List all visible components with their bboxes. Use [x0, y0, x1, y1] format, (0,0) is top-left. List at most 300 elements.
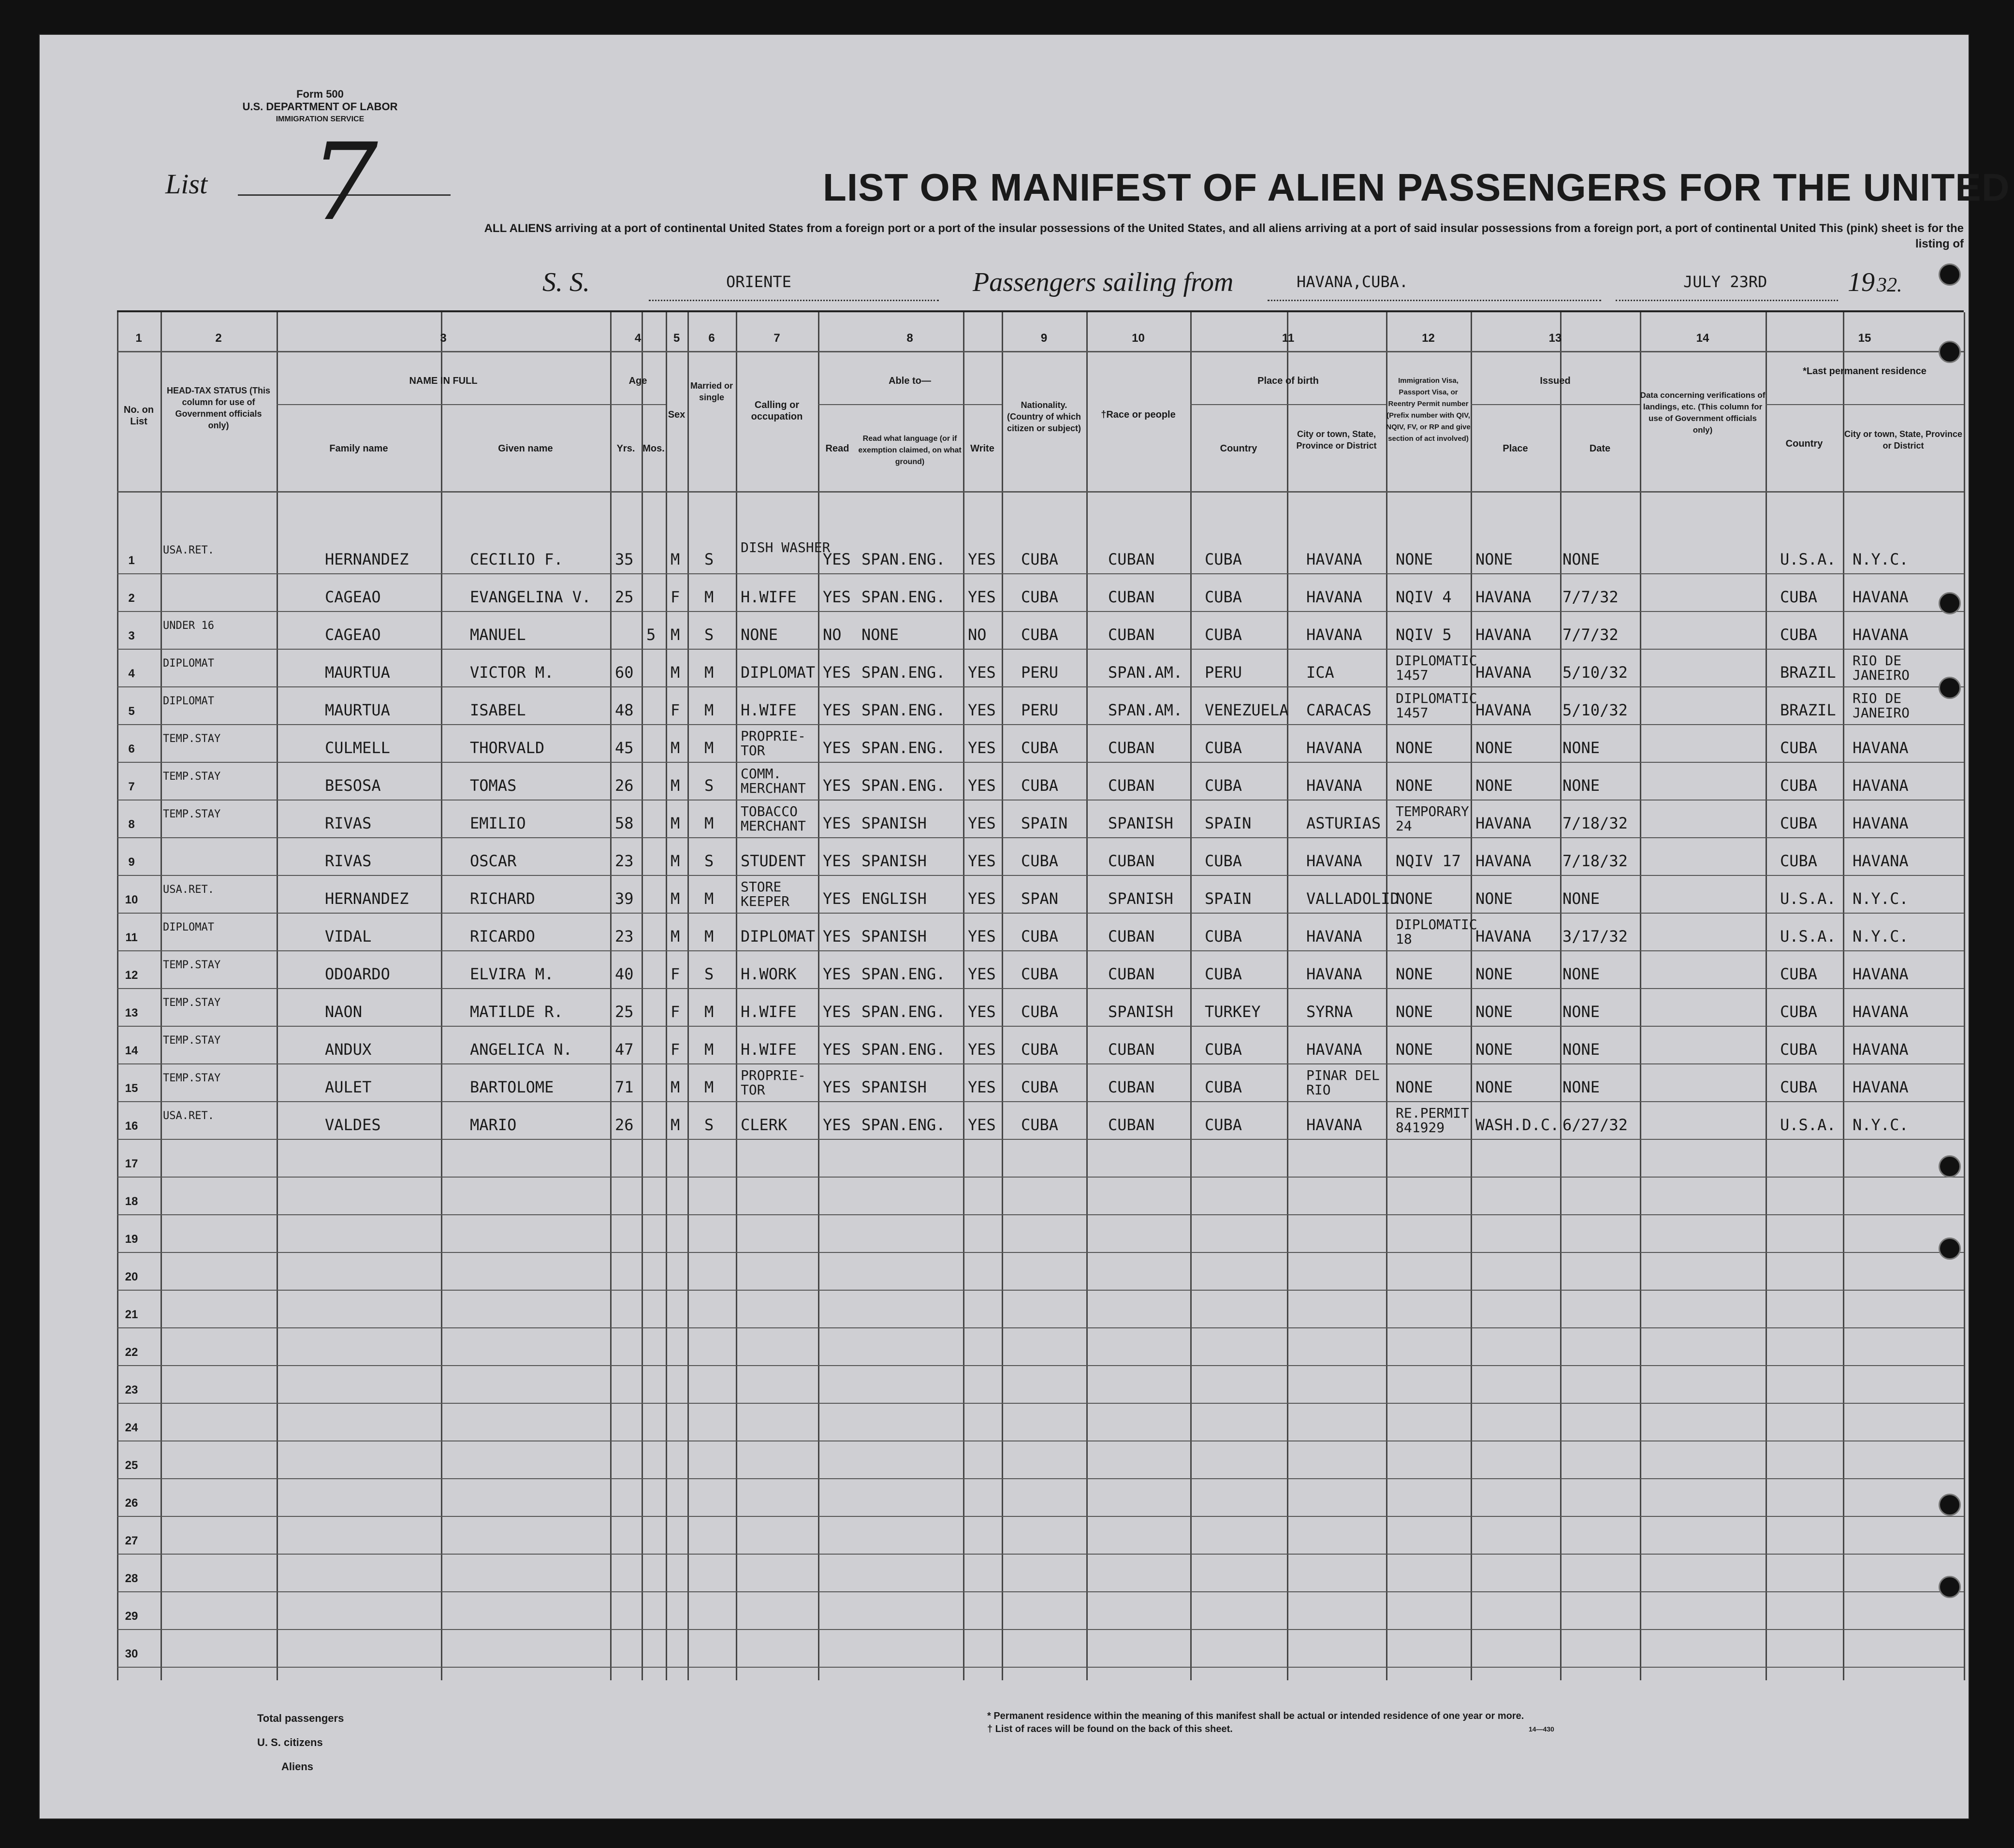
cell-can-write: YES: [968, 550, 996, 568]
cell-can-read: YES: [823, 776, 851, 795]
cell-visa-number: NONE: [1396, 550, 1433, 568]
cell-birth-country: CUBA: [1205, 550, 1242, 568]
header-nationality: Nationality. (Country of which citizen or subject): [1007, 400, 1081, 433]
row-number: 11: [125, 931, 138, 944]
cell-race: CUBAN: [1108, 776, 1155, 795]
cell-birth-city: ASTURIAS: [1306, 814, 1381, 832]
cell-age-years: 40: [615, 965, 634, 983]
cell-residence-country: CUBA: [1780, 739, 1818, 757]
header-res-country: Country: [1785, 438, 1823, 449]
header-verifications: Data concerning verifications of landings, etc. (This column for use of Government officials only): [1640, 391, 1766, 435]
cell-race: CUBAN: [1108, 1040, 1155, 1059]
cell-can-write: YES: [968, 739, 996, 757]
cell-given-name: MANUEL: [470, 626, 526, 644]
cell-can-read: YES: [823, 550, 851, 568]
cell-age-years: 25: [615, 1003, 634, 1021]
cell-issued-date: NONE: [1562, 739, 1600, 757]
department-name: U.S. DEPARTMENT OF LABOR: [242, 101, 398, 113]
row-number: 12: [125, 969, 138, 982]
header-sex: Sex: [668, 409, 686, 420]
cell-issued-date: 7/7/32: [1562, 588, 1619, 606]
year-prefix: 19: [1848, 267, 1875, 297]
cell-visa-number: NONE: [1396, 1003, 1433, 1021]
row-rule: [117, 1516, 1964, 1517]
ship-name: ORIENTE: [726, 273, 791, 291]
cell-age-years: 26: [615, 1116, 634, 1134]
header-able-to: Able to—: [889, 376, 931, 386]
cell-issued-date: NONE: [1562, 1078, 1600, 1096]
cell-can-write: YES: [968, 1078, 996, 1096]
cell-sex: M: [671, 814, 680, 832]
cell-issued-date: 3/17/32: [1562, 927, 1628, 946]
cell-nationality: CUBA: [1021, 1003, 1059, 1021]
cell-issued-date: 6/27/32: [1562, 1116, 1628, 1134]
cell-can-write: YES: [968, 1003, 996, 1021]
cell-family-name: ODOARDO: [325, 965, 390, 983]
cell-given-name: ELVIRA M.: [470, 965, 554, 983]
cell-family-name: VALDES: [325, 1116, 381, 1134]
cell-birth-country: CUBA: [1205, 852, 1242, 870]
cell-can-write: YES: [968, 852, 996, 870]
cell-birth-city: HAVANA: [1306, 965, 1362, 983]
footer-aliens-label: Aliens: [281, 1761, 314, 1773]
cell-read-language: NONE: [861, 626, 899, 644]
row-number: 17: [125, 1157, 138, 1170]
column-number: 12: [1422, 332, 1435, 345]
column-number: 11: [1282, 332, 1295, 345]
column-number: 1: [135, 332, 142, 345]
row-number: 10: [125, 893, 138, 906]
table-row: [117, 841, 1964, 879]
cell-given-name: EVANGELINA V.: [470, 588, 591, 606]
cell-issued-date: NONE: [1562, 776, 1600, 795]
cell-residence-country: U.S.A.: [1780, 1116, 1836, 1134]
cell-family-name: HERNANDEZ: [325, 889, 409, 908]
punch-hole: [1939, 592, 1961, 614]
row-number: 21: [125, 1308, 138, 1321]
ship-line: [649, 300, 939, 301]
row-rule: [117, 1554, 1964, 1555]
cell-nationality: CUBA: [1021, 550, 1059, 568]
row-rule: [117, 1478, 1964, 1479]
row-rule: [117, 1403, 1964, 1404]
row-number: 8: [128, 818, 135, 831]
cell-sex: M: [671, 927, 680, 946]
cell-residence-city: N.Y.C.: [1853, 1116, 1909, 1134]
header-birth-country: Country: [1220, 443, 1257, 454]
cell-sex: M: [671, 776, 680, 795]
footer-total-label: Total passengers: [257, 1712, 344, 1724]
cell-head-tax-status: USA.RET.: [163, 884, 214, 896]
header-calling: Calling or occupation: [751, 400, 803, 422]
cell-residence-country: CUBA: [1780, 776, 1818, 795]
header-place-of-birth: Place of birth: [1257, 376, 1319, 386]
port-line: [1268, 300, 1601, 301]
cell-issued-date: 5/10/32: [1562, 663, 1628, 682]
cell-birth-city: HAVANA: [1306, 1040, 1362, 1059]
cell-family-name: RIVAS: [325, 852, 372, 870]
cell-residence-country: CUBA: [1780, 852, 1818, 870]
row-number: 1: [128, 554, 135, 567]
cell-birth-city: CARACAS: [1306, 701, 1372, 719]
row-number: 25: [125, 1459, 138, 1472]
cell-age-months: 5: [646, 626, 656, 644]
cell-marital-status: M: [704, 814, 714, 832]
cell-birth-country: CUBA: [1205, 965, 1242, 983]
departure-port: HAVANA,CUBA.: [1297, 273, 1409, 291]
cell-visa-number: NONE: [1396, 776, 1433, 795]
table-row: [117, 879, 1964, 917]
cell-race: SPAN.AM.: [1108, 663, 1183, 682]
cell-age-years: 35: [615, 550, 634, 568]
cell-family-name: HERNANDEZ: [325, 550, 409, 568]
cell-residence-country: U.S.A.: [1780, 927, 1836, 946]
cell-nationality: SPAIN: [1021, 814, 1068, 832]
cell-can-read: YES: [823, 1003, 851, 1021]
row-number: 9: [128, 856, 135, 869]
cell-sex: M: [671, 550, 680, 568]
date-line: [1616, 300, 1838, 301]
cell-head-tax-status: TEMP.STAY: [163, 997, 221, 1009]
column-number: 2: [215, 332, 222, 345]
cell-head-tax-status: DIPLOMAT: [163, 921, 214, 933]
cell-sex: M: [671, 1078, 680, 1096]
header-issued-date: Date: [1589, 443, 1611, 454]
row-rule: [117, 1252, 1964, 1253]
cell-head-tax-status: USA.RET.: [163, 1110, 214, 1122]
cell-residence-city: HAVANA: [1853, 852, 1909, 870]
cell-sex: M: [671, 663, 680, 682]
cell-nationality: CUBA: [1021, 739, 1059, 757]
cell-nationality: CUBA: [1021, 1116, 1059, 1134]
cell-residence-city: N.Y.C.: [1853, 927, 1909, 946]
header-visa: Immigration Visa, Passport Visa, or Reentry Permit number (Prefix number with QIV, NQIV, FV, or RP and give section of act involved): [1386, 377, 1471, 443]
header-last-residence: *Last permanent residence: [1803, 366, 1926, 377]
cell-head-tax-status: TEMP.STAY: [163, 959, 221, 971]
cell-birth-country: TURKEY: [1205, 1003, 1261, 1021]
header-write: Write: [970, 443, 994, 454]
table-row: [117, 615, 1964, 653]
row-rule: [117, 1327, 1964, 1328]
column-number: 6: [708, 332, 715, 345]
column-number: 9: [1040, 332, 1048, 345]
row-number: 22: [125, 1346, 138, 1359]
cell-read-language: SPAN.ENG.: [861, 965, 946, 983]
cell-nationality: SPAN: [1021, 889, 1059, 908]
row-number: 5: [128, 705, 135, 718]
cell-occupation: DIPLOMAT: [741, 927, 816, 946]
cell-occupation: DISH WASHER: [741, 539, 831, 555]
cell-residence-country: CUBA: [1780, 814, 1818, 832]
cell-birth-country: CUBA: [1205, 739, 1242, 757]
cell-head-tax-status: TEMP.STAY: [163, 733, 221, 745]
header-birth-city: City or town, State, Province or District: [1296, 429, 1377, 451]
cell-nationality: CUBA: [1021, 1040, 1059, 1059]
cell-age-years: 45: [615, 739, 634, 757]
cell-can-read: YES: [823, 814, 851, 832]
cell-nationality: PERU: [1021, 663, 1059, 682]
cell-residence-country: CUBA: [1780, 965, 1818, 983]
cell-given-name: MARIO: [470, 1116, 517, 1134]
cell-given-name: VICTOR M.: [470, 663, 554, 682]
cell-head-tax-status: DIPLOMAT: [163, 657, 214, 669]
cell-visa-number: DIPLOMATIC 18: [1396, 917, 1477, 947]
cell-given-name: RICHARD: [470, 889, 535, 908]
cell-can-write: YES: [968, 927, 996, 946]
cell-given-name: MATILDE R.: [470, 1003, 563, 1021]
cell-birth-country: VENEZUELA: [1205, 701, 1289, 719]
manifest-subtitle: ALL ALIENS arriving at a port of continental United States from a foreign port or a port of the insular possessions of the United States, and all aliens arriving at a port of said insular possessions from a foreign port, a port of continental United This (pink) sheet is for the listing of: [484, 222, 1964, 250]
cell-can-write: YES: [968, 1116, 996, 1134]
sailing-label: Passengers sailing from: [973, 267, 1234, 297]
cell-can-read: YES: [823, 852, 851, 870]
punch-hole: [1939, 1155, 1961, 1178]
cell-birth-country: CUBA: [1205, 588, 1242, 606]
footer-citizens-label: U. S. citizens: [257, 1736, 323, 1748]
table-row: [117, 539, 1964, 577]
cell-head-tax-status: DIPLOMAT: [163, 695, 214, 707]
cell-nationality: CUBA: [1021, 626, 1059, 644]
cell-residence-city: RIO DE JANEIRO: [1853, 690, 1910, 721]
cell-issued-place: HAVANA: [1475, 701, 1532, 719]
manifest-sheet: [39, 34, 2010, 1819]
cell-race: CUBAN: [1108, 927, 1155, 946]
cell-occupation: DIPLOMAT: [741, 663, 816, 682]
header-age: Age: [628, 376, 647, 386]
cell-nationality: PERU: [1021, 701, 1059, 719]
cell-issued-place: NONE: [1475, 965, 1513, 983]
cell-residence-city: HAVANA: [1853, 588, 1909, 606]
cell-visa-number: NONE: [1396, 889, 1433, 908]
column-number: 13: [1548, 332, 1562, 345]
cell-birth-country: PERU: [1205, 663, 1242, 682]
header-read: Read: [825, 443, 849, 454]
cell-sex: M: [671, 1116, 680, 1134]
year-suffix: 32.: [1877, 274, 1902, 296]
cell-can-read: YES: [823, 1116, 851, 1134]
cell-read-language: SPAN.ENG.: [861, 588, 946, 606]
table-row: [117, 954, 1964, 992]
header-head-tax: HEAD-TAX STATUS (This column for use of Government officials only): [167, 386, 270, 430]
cell-birth-city: HAVANA: [1306, 927, 1362, 946]
cell-given-name: CECILIO F.: [470, 550, 563, 568]
cell-marital-status: M: [704, 701, 714, 719]
punch-hole: [1939, 341, 1961, 363]
cell-marital-status: M: [704, 739, 714, 757]
cell-issued-place: HAVANA: [1475, 852, 1532, 870]
cell-can-read: YES: [823, 965, 851, 983]
cell-residence-city: HAVANA: [1853, 776, 1909, 795]
row-number: 14: [125, 1044, 138, 1057]
row-rule: [117, 491, 1964, 493]
cell-given-name: OSCAR: [470, 852, 517, 870]
cell-issued-place: HAVANA: [1475, 814, 1532, 832]
cell-can-read: YES: [823, 1040, 851, 1059]
cell-occupation: CLERK: [741, 1116, 788, 1134]
cell-can-write: YES: [968, 701, 996, 719]
header-res-city: City or town, State, Province or District: [1844, 429, 1963, 451]
cell-nationality: CUBA: [1021, 1078, 1059, 1096]
row-rule: [117, 1667, 1964, 1668]
table-row: [117, 992, 1964, 1030]
cell-visa-number: NONE: [1396, 1078, 1433, 1096]
cell-can-write: YES: [968, 776, 996, 795]
cell-can-write: YES: [968, 965, 996, 983]
subheader-rule: [610, 404, 666, 405]
cell-marital-status: M: [704, 1040, 714, 1059]
cell-birth-country: CUBA: [1205, 1116, 1242, 1134]
cell-issued-date: 7/18/32: [1562, 814, 1628, 832]
cell-marital-status: S: [704, 776, 714, 795]
footnote-residence: * Permanent residence within the meaning of this manifest shall be actual or intended residence of one year or more.: [987, 1711, 1524, 1721]
manifest-title: LIST OR MANIFEST OF ALIEN PASSENGERS FOR THE UNITED: [823, 166, 2010, 209]
cell-sex: F: [671, 1003, 680, 1021]
cell-marital-status: S: [704, 626, 714, 644]
cell-family-name: BESOSA: [325, 776, 381, 795]
row-number: 24: [125, 1421, 138, 1434]
cell-can-write: NO: [968, 626, 987, 644]
cell-marital-status: M: [704, 663, 714, 682]
cell-residence-city: HAVANA: [1853, 814, 1909, 832]
cell-race: CUBAN: [1108, 1078, 1155, 1096]
cell-birth-city: HAVANA: [1306, 588, 1362, 606]
cell-occupation: COMM. MERCHANT: [741, 766, 806, 796]
cell-issued-date: 5/10/32: [1562, 701, 1628, 719]
cell-visa-number: DIPLOMATIC 1457: [1396, 690, 1477, 721]
service-name: IMMIGRATION SERVICE: [276, 115, 365, 123]
cell-race: CUBAN: [1108, 965, 1155, 983]
ss-label: S. S.: [542, 267, 590, 297]
row-rule: [117, 1214, 1964, 1215]
cell-head-tax-status: TEMP.STAY: [163, 1034, 221, 1047]
cell-family-name: MAURTUA: [325, 701, 390, 719]
punch-hole: [1939, 263, 1961, 286]
cell-race: CUBAN: [1108, 1116, 1155, 1134]
cell-birth-city: HAVANA: [1306, 739, 1362, 757]
cell-residence-country: BRAZIL: [1780, 663, 1836, 682]
cell-residence-country: CUBA: [1780, 1078, 1818, 1096]
row-number: 4: [128, 667, 135, 680]
cell-can-read: YES: [823, 663, 851, 682]
cell-marital-status: M: [704, 1078, 714, 1096]
cell-age-years: 39: [615, 889, 634, 908]
cell-residence-city: HAVANA: [1853, 965, 1909, 983]
cell-issued-place: HAVANA: [1475, 626, 1532, 644]
row-number: 6: [128, 742, 135, 756]
cell-issued-date: NONE: [1562, 1003, 1600, 1021]
subheader-rule: [277, 404, 610, 405]
cell-read-language: SPANISH: [861, 852, 927, 870]
cell-age-years: 23: [615, 852, 634, 870]
cell-age-years: 58: [615, 814, 634, 832]
cell-given-name: THORVALD: [470, 739, 545, 757]
cell-race: CUBAN: [1108, 588, 1155, 606]
row-number: 16: [125, 1120, 138, 1133]
table-row: [117, 1030, 1964, 1067]
cell-can-write: YES: [968, 814, 996, 832]
cell-sex: F: [671, 701, 680, 719]
cell-family-name: CAGEAO: [325, 588, 381, 606]
cell-read-language: SPANISH: [861, 814, 927, 832]
cell-residence-city: RIO DE JANEIRO: [1853, 653, 1910, 683]
row-rule: [117, 351, 1964, 352]
cell-birth-city: SYRNA: [1306, 1003, 1353, 1021]
row-number: 19: [125, 1233, 138, 1246]
cell-residence-country: BRAZIL: [1780, 701, 1836, 719]
cell-race: CUBAN: [1108, 550, 1155, 568]
cell-read-language: SPANISH: [861, 1078, 927, 1096]
manifest-table: [117, 310, 1964, 1680]
cell-residence-city: N.Y.C.: [1853, 889, 1909, 908]
cell-birth-city: HAVANA: [1306, 852, 1362, 870]
cell-residence-country: CUBA: [1780, 1003, 1818, 1021]
table-row: [117, 803, 1964, 841]
form-number: Form 500: [296, 88, 344, 100]
header-given-name: Given name: [498, 443, 553, 454]
cell-occupation: H.WORK: [741, 965, 797, 983]
cell-marital-status: S: [704, 550, 714, 568]
cell-read-language: SPAN.ENG.: [861, 739, 946, 757]
cell-visa-number: TEMPORARY 24: [1396, 803, 1469, 834]
cell-birth-city: PINAR DEL RIO: [1306, 1067, 1380, 1098]
cell-visa-number: NQIV 4: [1396, 588, 1452, 606]
cell-age-years: 23: [615, 927, 634, 946]
cell-family-name: AULET: [325, 1078, 372, 1096]
cell-marital-status: M: [704, 1003, 714, 1021]
cell-race: SPANISH: [1108, 814, 1173, 832]
cell-visa-number: NQIV 17: [1396, 852, 1461, 870]
cell-issued-date: 7/7/32: [1562, 626, 1619, 644]
cell-read-language: SPAN.ENG.: [861, 776, 946, 795]
header-no-on-list: No. on List: [123, 405, 154, 427]
subheader-rule: [1766, 404, 1964, 405]
subheader-rule: [1190, 404, 1386, 405]
cell-family-name: MAURTUA: [325, 663, 390, 682]
cell-occupation: PROPRIE- TOR: [741, 728, 806, 758]
cell-marital-status: S: [704, 1116, 714, 1134]
cell-can-read: YES: [823, 927, 851, 946]
cell-residence-country: CUBA: [1780, 588, 1818, 606]
footnote-races: † List of races will be found on the back of this sheet.: [987, 1724, 1233, 1734]
cell-residence-city: HAVANA: [1853, 626, 1909, 644]
cell-can-read: YES: [823, 739, 851, 757]
column-number: 10: [1132, 332, 1145, 345]
cell-can-read: YES: [823, 1078, 851, 1096]
cell-given-name: ANGELICA N.: [470, 1040, 572, 1059]
cell-issued-date: NONE: [1562, 1040, 1600, 1059]
table-row: [117, 690, 1964, 728]
cell-issued-date: NONE: [1562, 889, 1600, 908]
cell-issued-date: NONE: [1562, 550, 1600, 568]
cell-can-read: YES: [823, 701, 851, 719]
cell-given-name: EMILIO: [470, 814, 526, 832]
cell-occupation: H.WIFE: [741, 1040, 797, 1059]
cell-head-tax-status: TEMP.STAY: [163, 808, 221, 820]
cell-birth-city: ICA: [1306, 663, 1334, 682]
cell-birth-country: CUBA: [1205, 626, 1242, 644]
cell-occupation: PROPRIE- TOR: [741, 1067, 806, 1098]
table-row: [117, 917, 1964, 954]
row-rule: [117, 1290, 1964, 1291]
cell-read-language: SPAN.ENG.: [861, 1040, 946, 1059]
cell-issued-place: NONE: [1475, 776, 1513, 795]
header-issued-place: Place: [1503, 443, 1528, 454]
cell-occupation: H.WIFE: [741, 588, 797, 606]
row-number: 7: [128, 780, 135, 793]
row-number: 26: [125, 1497, 138, 1510]
cell-race: SPAN.AM.: [1108, 701, 1183, 719]
cell-marital-status: M: [704, 889, 714, 908]
